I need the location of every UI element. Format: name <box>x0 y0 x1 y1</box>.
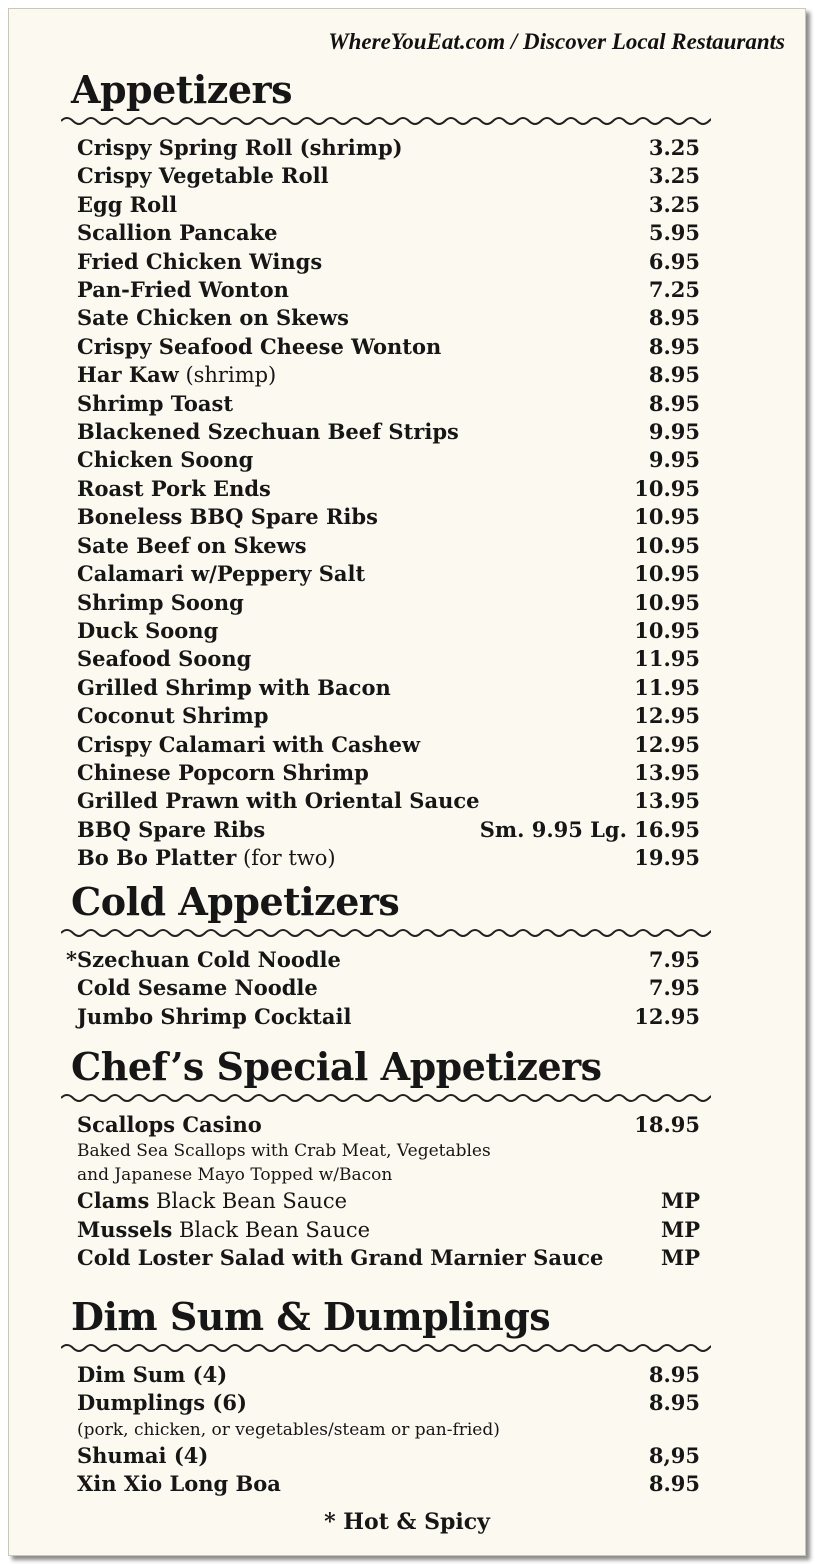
menu-item-description: (pork, chicken, or vegetables/steam or pan-fried) <box>77 1419 500 1440</box>
menu-item-name: Sate Chicken on Skews <box>77 305 349 331</box>
menu-item-name-group <box>77 503 620 531</box>
menu-item-name-group <box>77 1216 620 1244</box>
menu-item <box>61 731 716 759</box>
menu-item-name: Grilled Prawn with Oriental Sauce <box>77 788 480 814</box>
menu-item-name: Mussels <box>77 1216 173 1242</box>
menu-item <box>61 248 716 276</box>
menu-item <box>61 219 716 247</box>
menu-item-name: Fried Chicken Wings <box>77 248 323 274</box>
menu-item-name: Crispy Calamari with Cashew <box>77 731 421 757</box>
menu-item-name-group <box>77 475 620 503</box>
menu-item <box>61 532 716 560</box>
menu-item-price: 13.95 <box>634 788 700 814</box>
menu-item-price: 3.25 <box>648 163 700 189</box>
menu-item <box>61 702 716 730</box>
menu-item-name: Coconut Shrimp <box>77 703 269 729</box>
menu-item-price: 10.95 <box>634 475 700 501</box>
menu-item <box>61 816 716 844</box>
menu-item-price: 8,95 <box>648 1442 700 1468</box>
menu-item-name-group <box>77 1442 620 1470</box>
wavy-divider <box>61 1091 711 1105</box>
menu-item <box>61 1111 716 1139</box>
menu-item-name: Dumplings (6) <box>77 1390 247 1416</box>
menu-item-price: 7.95 <box>648 975 700 1001</box>
menu-item-name-group <box>77 674 620 702</box>
item-list <box>61 1111 716 1273</box>
wavy-divider <box>61 926 711 940</box>
menu-item-name-group <box>77 1470 620 1498</box>
menu-item-name: Cold Loster Salad with Grand Marnier Sauce <box>77 1245 604 1271</box>
menu-item-name-group <box>77 446 620 474</box>
menu-item-price: Sm. 9.95 Lg. 16.95 <box>479 816 700 842</box>
menu-item <box>61 418 716 446</box>
menu-item <box>61 503 716 531</box>
menu-item-name-group <box>77 560 620 588</box>
menu-item-price: 12.95 <box>634 1003 700 1029</box>
hot-spicy-marker: * <box>66 947 77 972</box>
section-title: Dim Sum & Dumplings <box>71 1294 551 1339</box>
menu-item <box>61 1187 716 1215</box>
menu-item-price: 8.95 <box>648 333 700 359</box>
menu-item-name: Cold Sesame Noodle <box>77 975 318 1001</box>
menu-item-price: 9.95 <box>648 419 700 445</box>
menu-item-name: BBQ Spare Ribs <box>77 816 266 842</box>
menu-item-name-group <box>77 974 620 1002</box>
menu-item <box>61 134 716 162</box>
section-title: Cold Appetizers <box>71 879 400 924</box>
menu-item-price: 5.95 <box>648 220 700 246</box>
menu-item-name-group <box>77 361 620 389</box>
menu-item-name-group <box>77 532 620 560</box>
menu-item-name: Shrimp Toast <box>77 390 234 416</box>
item-list <box>61 134 716 873</box>
footnote-hot-spicy: * Hot & Spicy <box>324 1509 490 1535</box>
menu-item-price: 8.95 <box>648 305 700 331</box>
menu-item-price: 11.95 <box>634 674 700 700</box>
menu-item <box>61 1470 716 1498</box>
menu-item <box>61 162 716 190</box>
site-banner: WhereYouEat.com / Discover Local Restaurants <box>328 29 785 54</box>
menu-item-name-group <box>77 787 620 815</box>
menu-item-price: 7.25 <box>648 277 700 303</box>
menu-item-price: 19.95 <box>634 845 700 871</box>
menu-item-name-group <box>77 1003 620 1031</box>
menu-item-name-group <box>77 191 620 219</box>
menu-item-name-group <box>77 333 620 361</box>
menu-item <box>61 446 716 474</box>
menu-item <box>61 759 716 787</box>
menu-item-price: 9.95 <box>648 447 700 473</box>
menu-item-name: Dim Sum (4) <box>77 1362 228 1387</box>
menu-item-price: 3.25 <box>648 191 700 217</box>
menu-item <box>61 304 716 332</box>
menu-item-name-group <box>77 1187 620 1215</box>
menu-item <box>61 946 716 974</box>
menu-item-name: Duck Soong <box>77 617 219 643</box>
menu-item-price: 8.95 <box>648 390 700 416</box>
menu-item-name: Bo Bo Platter <box>77 845 237 871</box>
menu-item-name-group <box>77 134 620 162</box>
menu-item <box>61 276 716 304</box>
section-appetizers <box>61 67 716 873</box>
menu-item <box>61 1003 716 1031</box>
menu-item <box>61 475 716 503</box>
menu-item-price: 6.95 <box>648 248 700 274</box>
menu-item-description: Baked Sea Scallops with Crab Meat, Vegetables <box>77 1141 491 1162</box>
menu-item-name: Boneless BBQ Spare Ribs <box>77 504 378 530</box>
menu-item-name: Crispy Seafood Cheese Wonton <box>77 333 442 359</box>
menu-item-name-group <box>77 219 620 247</box>
menu-item-name: Egg Roll <box>77 191 178 217</box>
menu-item <box>61 1216 716 1244</box>
menu-item-name-group <box>77 589 620 617</box>
menu-item-name-group <box>77 645 620 673</box>
section-cold-appetizers <box>61 879 716 1031</box>
menu-item-name: Jumbo Shrimp Cocktail <box>77 1003 352 1029</box>
menu-item-name-group <box>77 1361 620 1389</box>
wavy-divider <box>61 1341 711 1355</box>
menu-item-name: Shumai (4) <box>77 1442 209 1468</box>
menu-item-name: Shrimp Soong <box>77 589 244 615</box>
section-chef-special <box>61 1044 716 1273</box>
menu-item <box>61 787 716 815</box>
menu-item <box>61 974 716 1002</box>
menu-item-name-group <box>77 731 620 759</box>
menu-item-name: Scallops Casino <box>77 1112 262 1137</box>
menu-item-name: Xin Xio Long Boa <box>77 1471 281 1497</box>
menu-item-name-group <box>77 248 620 276</box>
menu-item-name: Clams <box>77 1188 150 1214</box>
menu-item-name-group <box>77 1244 620 1272</box>
section-title: Appetizers <box>71 67 292 112</box>
menu-item-description: and Japanese Mayo Topped w/Bacon <box>77 1165 393 1186</box>
menu-item-name-group <box>77 759 620 787</box>
menu-item-name: Pan-Fried Wonton <box>77 277 289 303</box>
menu-item <box>61 1389 716 1417</box>
menu-item <box>61 1244 716 1272</box>
menu-item-name-group <box>77 390 620 418</box>
menu-item-price: 8.95 <box>648 1390 700 1416</box>
menu-item-price: MP <box>660 1188 700 1214</box>
menu-item-price: 10.95 <box>634 617 700 643</box>
menu-item-price: 13.95 <box>634 759 700 785</box>
menu-item <box>61 361 716 389</box>
menu-item-name-group <box>77 162 620 190</box>
menu-item-price: 10.95 <box>634 589 700 615</box>
menu-item <box>61 674 716 702</box>
menu-item-name-group <box>77 1389 620 1417</box>
menu-item-price: 10.95 <box>634 504 700 530</box>
item-list <box>61 1361 716 1499</box>
menu-item-name-group <box>77 304 620 332</box>
menu-item-price: MP <box>660 1216 700 1242</box>
menu-item-price: 18.95 <box>634 1112 700 1137</box>
menu-item-name: Sate Beef on Skews <box>77 532 307 558</box>
menu-item-name: Roast Pork Ends <box>77 475 271 501</box>
menu-item-name: Szechuan Cold Noodle <box>77 947 341 972</box>
menu-item-name-group <box>77 276 620 304</box>
menu-item <box>61 560 716 588</box>
menu-item-price: 12.95 <box>634 731 700 757</box>
menu-item-name: Crispy Vegetable Roll <box>77 163 329 189</box>
section-title: Chef’s Special Appetizers <box>71 1044 602 1089</box>
menu-item-note: (for two) <box>236 846 336 871</box>
menu-item-note: Black Bean Sauce <box>149 1189 348 1214</box>
menu-item <box>61 1442 716 1470</box>
menu-item-note: (shrimp) <box>178 363 277 388</box>
menu-item <box>61 191 716 219</box>
menu-item <box>61 645 716 673</box>
menu-item-name-group <box>77 1111 620 1139</box>
menu-page <box>8 8 806 1556</box>
menu-item-name: Grilled Shrimp with Bacon <box>77 674 391 700</box>
menu-item-price: 3.25 <box>648 135 700 160</box>
menu-item <box>61 333 716 361</box>
menu-item-name: Chinese Popcorn Shrimp <box>77 759 369 785</box>
menu-item-price: 12.95 <box>634 703 700 729</box>
menu-item-price: 7.95 <box>648 947 700 972</box>
menu-item-price: 10.95 <box>634 561 700 587</box>
menu-item-name-group <box>77 844 620 872</box>
menu-item-name: Har Kaw <box>77 362 179 388</box>
menu-item-price: 8.95 <box>648 362 700 388</box>
menu-item-price: 10.95 <box>634 532 700 558</box>
section-dim-sum <box>61 1294 716 1499</box>
menu-item-name: Blackened Szechuan Beef Strips <box>77 419 459 445</box>
menu-item-name: Calamari w/Peppery Salt <box>77 561 366 587</box>
menu-item <box>61 617 716 645</box>
wavy-divider <box>61 114 711 128</box>
menu-item-price: 11.95 <box>634 646 700 672</box>
menu-item-name-group <box>77 702 620 730</box>
menu-item <box>61 844 716 872</box>
item-list <box>61 946 716 1031</box>
menu-item-name: Crispy Spring Roll (shrimp) <box>77 135 403 160</box>
menu-item-price: 8.95 <box>648 1362 700 1387</box>
menu-item-price: 8.95 <box>648 1471 700 1497</box>
menu-item-name: Chicken Soong <box>77 447 254 473</box>
menu-item <box>61 589 716 617</box>
menu-item-name-group <box>77 418 620 446</box>
menu-item-name-group <box>77 617 620 645</box>
menu-item-name-group <box>77 816 470 844</box>
menu-item <box>61 390 716 418</box>
menu-item-name-group <box>66 946 620 974</box>
menu-item-price: MP <box>660 1245 700 1271</box>
menu-item <box>61 1361 716 1389</box>
menu-item-name: Seafood Soong <box>77 646 252 672</box>
menu-item-name: Scallion Pancake <box>77 220 278 246</box>
menu-item-note: Black Bean Sauce <box>172 1217 371 1242</box>
